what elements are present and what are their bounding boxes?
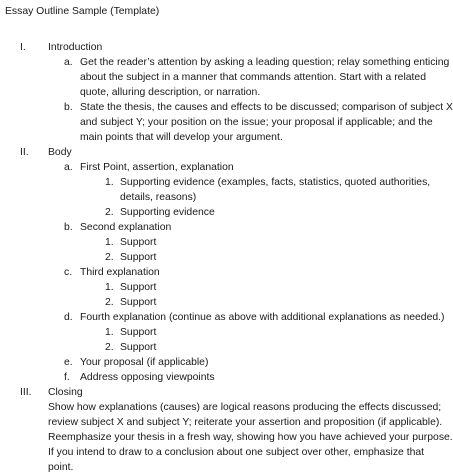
item-text-line: First Point, assertion, explanation [80, 162, 234, 173]
closing-paragraph-line: If you intend to draw to a conclusion about one subject over other, emphasize that [48, 447, 425, 458]
section-numeral: III. [20, 387, 32, 398]
subitem-text-line: details, reasons) [120, 192, 197, 203]
item-text-line: Second explanation [80, 222, 172, 233]
item-text-line: Address opposing viewpoints [80, 372, 215, 383]
item-marker: a. [64, 162, 73, 173]
item-marker: e. [64, 357, 73, 368]
subitem-marker: 1. [105, 282, 114, 293]
closing-paragraph-line: point. [48, 462, 74, 473]
closing-paragraph-line: review subject X and subject Y; reiterate your assertion and proposition (if applicable). [48, 417, 443, 428]
item-text-line: Get the reader’s attention by asking a leading question; relay something enticing [80, 57, 450, 68]
subitem-marker: 1. [105, 177, 114, 188]
item-marker: a. [64, 57, 73, 68]
item-text-line: quote, alluring description, or narration. [80, 87, 261, 98]
closing-paragraph-line: Reemphasize your thesis in a fresh way, showing how you have achieved your purpose. [48, 432, 453, 443]
item-marker: c. [64, 267, 73, 278]
item-marker: d. [64, 312, 73, 323]
subitem-text-line: Support [120, 282, 157, 293]
subitem-text-line: Supporting evidence (examples, facts, statistics, quoted authorities, [120, 177, 431, 188]
section-numeral: I. [20, 42, 26, 53]
subitem-marker: 1. [105, 237, 114, 248]
subitem-text-line: Support [120, 237, 157, 248]
subitem-marker: 2. [105, 207, 114, 218]
subitem-text-line: Support [120, 297, 157, 308]
subitem-marker: 2. [105, 252, 114, 263]
subitem-text-line: Support [120, 342, 157, 353]
item-text-line: about the subject in a manner that commands attention. Start with a related [80, 72, 426, 83]
item-text-line: Your proposal (if applicable) [80, 357, 209, 368]
item-text-line: State the thesis, the causes and effects to be discussed; comparison of subject X [80, 102, 453, 113]
section-heading: Body [48, 147, 72, 158]
item-marker: b. [64, 102, 73, 113]
item-text-line: Third explanation [80, 267, 160, 278]
item-marker: b. [64, 222, 73, 233]
item-text-line: and subject Y; your position on the issue; your proposal if applicable; and the [80, 117, 433, 128]
item-marker: f. [64, 372, 70, 383]
document-title: Essay Outline Sample (Template) [5, 6, 160, 17]
subitem-text-line: Supporting evidence [120, 207, 215, 218]
section-numeral: II. [20, 147, 29, 158]
section-heading: Introduction [48, 42, 103, 53]
closing-paragraph-line: Show how explanations (causes) are logical reasons producing the effects discussed; [48, 402, 442, 413]
subitem-text-line: Support [120, 252, 157, 263]
section-heading: Closing [48, 387, 83, 398]
subitem-text-line: Support [120, 327, 157, 338]
item-text-line: main points that will develop your argument. [80, 132, 283, 143]
subitem-marker: 2. [105, 342, 114, 353]
subitem-marker: 2. [105, 297, 114, 308]
item-text-line: Fourth explanation (continue as above with additional explanations as needed.) [80, 312, 445, 323]
subitem-marker: 1. [105, 327, 114, 338]
